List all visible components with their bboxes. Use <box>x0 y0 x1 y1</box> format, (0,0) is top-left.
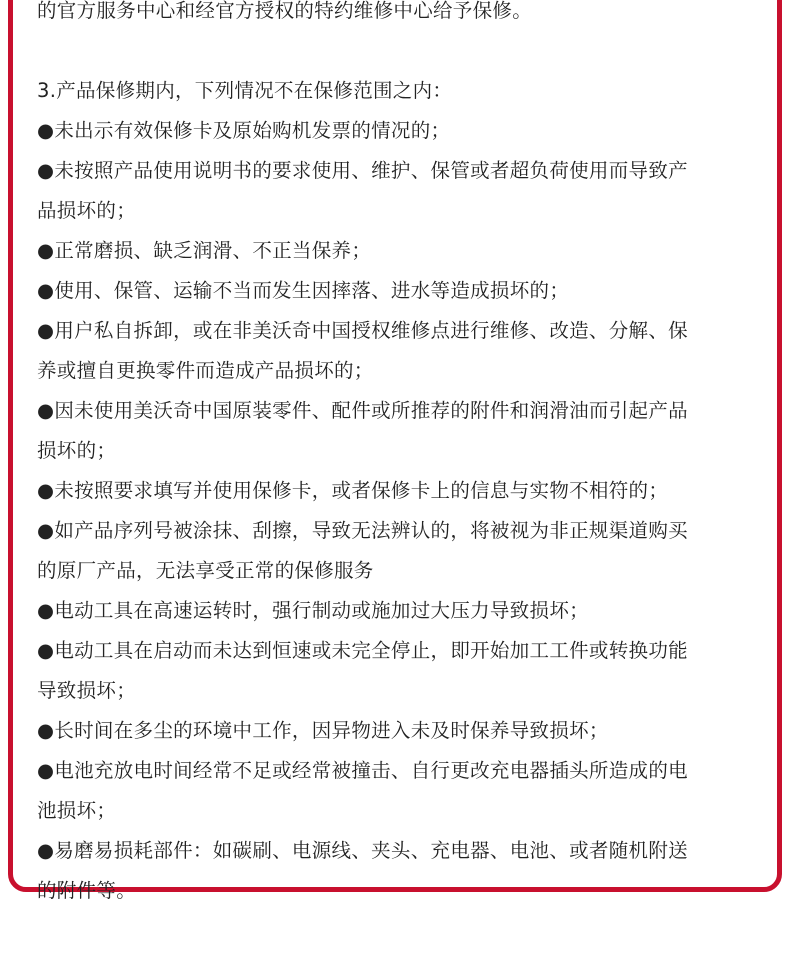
exclusion-item-line: 品损坏的； <box>37 199 137 222</box>
exclusion-item-line: ●正常磨损、缺乏润滑、不正当保养； <box>37 239 372 262</box>
exclusion-item-line: ●用户私自拆卸，或在非美沃奇中国授权维修点进行维修、改造、分解、保 <box>37 319 688 342</box>
exclusion-item-line: 池损坏； <box>37 799 117 822</box>
exclusion-item-line: 导致损坏； <box>37 679 137 702</box>
exclusion-item-line: ●长时间在多尘的环境中工作，因异物进入未及时保养导致损坏； <box>37 719 609 742</box>
exclusion-item-line: 损坏的； <box>37 439 117 462</box>
exclusion-item-line: ●使用、保管、运输不当而发生因摔落、进水等造成损坏的； <box>37 279 570 302</box>
exclusion-item-line: ●因未使用美沃奇中国原装零件、配件或所推荐的附件和润滑油而引起产品 <box>37 399 688 422</box>
exclusion-item-line: ●未按照要求填写并使用保修卡，或者保修卡上的信息与实物不相符的； <box>37 479 669 502</box>
exclusion-item-line: 的原厂产品，无法享受正常的保修服务 <box>37 559 374 582</box>
section-title: 3.产品保修期内，下列情况不在保修范围之内： <box>37 79 453 102</box>
exclusion-item-line: ●电动工具在启动而未达到恒速或未完全停止，即开始加工工件或转换功能 <box>37 639 688 662</box>
exclusion-item-line: ●电池充放电时间经常不足或经常被撞击、自行更改充电器插头所造成的电 <box>37 759 688 782</box>
exclusion-item-line: ●易磨易损耗部件：如碳刷、电源线、夹头、充电器、电池、或者随机附送 <box>37 839 688 862</box>
warranty-text <box>37 0 772 911</box>
exclusion-item-line: ●电动工具在高速运转时，强行制动或施加过大压力导致损坏； <box>37 599 589 622</box>
exclusion-item-line: ●如产品序列号被涂抹、刮擦，导致无法辨认的，将被视为非正规渠道购买 <box>37 519 688 542</box>
blank-line <box>37 31 772 71</box>
exclusion-item-line: 的附件等。 <box>37 879 137 902</box>
exclusion-item-line: 养或擅自更换零件而造成产品损坏的； <box>37 359 374 382</box>
exclusion-item-line: ●未按照产品使用说明书的要求使用、维护、保管或者超负荷使用而导致产 <box>37 159 688 182</box>
exclusion-item-line: ●未出示有效保修卡及原始购机发票的情况的； <box>37 119 451 142</box>
top-line: 的官方服务中心和经官方授权的特约维修中心给予保修。 <box>37 0 533 22</box>
